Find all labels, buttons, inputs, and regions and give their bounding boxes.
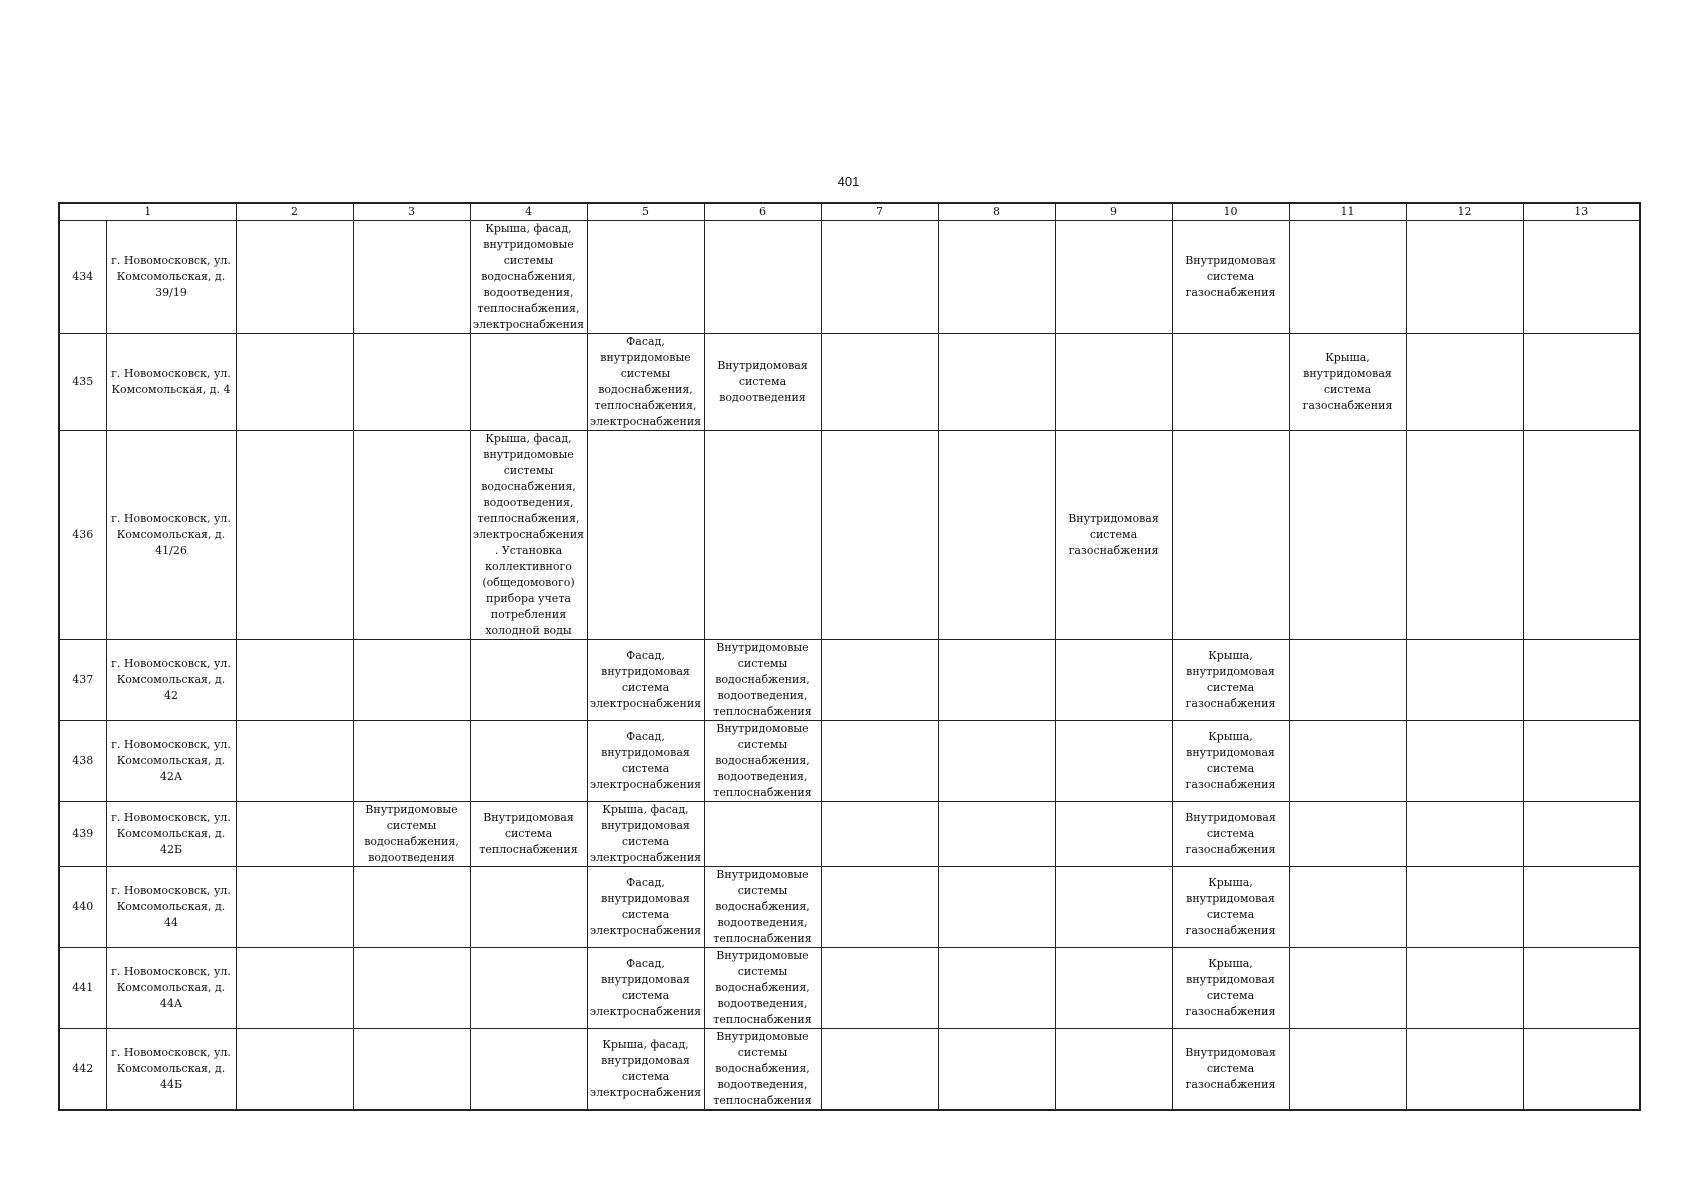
work-cell-col-7 <box>821 221 938 334</box>
work-cell-col-4 <box>470 334 587 431</box>
row-number: 440 <box>59 867 106 948</box>
page-number: 401 <box>837 174 860 189</box>
table-row <box>59 640 1640 721</box>
work-cell-col-12 <box>1406 1029 1523 1111</box>
work-cell-col-8 <box>938 431 1055 640</box>
row-number: 434 <box>59 221 106 334</box>
column-header-10: 10 <box>1172 203 1289 221</box>
work-cell-col-5: Фасад, внутридомовая система электроснабжения <box>587 721 704 802</box>
work-cell-col-3: Внутридомовые системы водоснабжения, водоотведения <box>353 802 470 867</box>
work-cell-col-6 <box>704 221 821 334</box>
table-row <box>59 867 1640 948</box>
table-row <box>59 221 1640 334</box>
column-header-5: 5 <box>587 203 704 221</box>
work-cell-col-5: Фасад, внутридомовая система электроснабжения <box>587 948 704 1029</box>
work-cell-col-12 <box>1406 867 1523 948</box>
work-cell-col-5 <box>587 221 704 334</box>
work-cell-col-2 <box>236 948 353 1029</box>
table-body <box>59 221 1640 1111</box>
work-cell-col-12 <box>1406 640 1523 721</box>
work-cell-col-13 <box>1523 1029 1640 1111</box>
work-cell-col-10: Крыша, внутридомовая система газоснабжения <box>1172 948 1289 1029</box>
address-cell: г. Новомосковск, ул. Комсомольская, д. 42 <box>106 640 236 721</box>
work-cell-col-10 <box>1172 334 1289 431</box>
work-cell-col-8 <box>938 721 1055 802</box>
work-cell-col-12 <box>1406 721 1523 802</box>
work-cell-col-13 <box>1523 221 1640 334</box>
work-cell-col-8 <box>938 802 1055 867</box>
address-cell: г. Новомосковск, ул. Комсомольская, д. 44Б <box>106 1029 236 1111</box>
work-cell-col-4: Крыша, фасад, внутридомовые системы водоснабжения, водоотведения, теплоснабжения, электроснабжения. Установка коллективного (общедомового) прибора учета потребления холодной воды <box>470 431 587 640</box>
work-cell-col-13 <box>1523 802 1640 867</box>
work-cell-col-3 <box>353 867 470 948</box>
work-cell-col-4: Внутридомовая система теплоснабжения <box>470 802 587 867</box>
column-header-7: 7 <box>821 203 938 221</box>
work-cell-col-6: Внутридомовые системы водоснабжения, водоотведения, теплоснабжения <box>704 1029 821 1111</box>
work-cell-col-9 <box>1055 334 1172 431</box>
work-cell-col-13 <box>1523 721 1640 802</box>
work-cell-col-8 <box>938 867 1055 948</box>
column-header-1: 1 <box>59 203 236 221</box>
work-cell-col-6: Внутридомовые системы водоснабжения, водоотведения, теплоснабжения <box>704 721 821 802</box>
row-number: 441 <box>59 948 106 1029</box>
column-header-11: 11 <box>1289 203 1406 221</box>
work-cell-col-5: Крыша, фасад, внутридомовая система электроснабжения <box>587 802 704 867</box>
work-cell-col-6 <box>704 802 821 867</box>
work-cell-col-12 <box>1406 431 1523 640</box>
work-cell-col-9 <box>1055 802 1172 867</box>
work-cell-col-9: Внутридомовая система газоснабжения <box>1055 431 1172 640</box>
work-cell-col-9 <box>1055 867 1172 948</box>
work-cell-col-2 <box>236 1029 353 1111</box>
work-cell-col-13 <box>1523 640 1640 721</box>
row-number: 439 <box>59 802 106 867</box>
work-cell-col-10: Крыша, внутридомовая система газоснабжения <box>1172 721 1289 802</box>
work-cell-col-7 <box>821 640 938 721</box>
work-cell-col-10 <box>1172 431 1289 640</box>
work-cell-col-13 <box>1523 948 1640 1029</box>
work-cell-col-5 <box>587 431 704 640</box>
work-cell-col-9 <box>1055 721 1172 802</box>
work-cell-col-12 <box>1406 221 1523 334</box>
work-cell-col-6: Внутридомовые системы водоснабжения, водоотведения, теплоснабжения <box>704 948 821 1029</box>
work-cell-col-6: Внутридомовая система водоотведения <box>704 334 821 431</box>
work-cell-col-12 <box>1406 802 1523 867</box>
column-header-3: 3 <box>353 203 470 221</box>
table-row <box>59 802 1640 867</box>
work-cell-col-3 <box>353 334 470 431</box>
address-cell: г. Новомосковск, ул. Комсомольская, д. 44А <box>106 948 236 1029</box>
table-row <box>59 334 1640 431</box>
work-cell-col-10: Внутридомовая система газоснабжения <box>1172 1029 1289 1111</box>
work-cell-col-7 <box>821 948 938 1029</box>
work-cell-col-2 <box>236 431 353 640</box>
column-header-6: 6 <box>704 203 821 221</box>
work-cell-col-5: Крыша, фасад, внутридомовая система электроснабжения <box>587 1029 704 1111</box>
work-cell-col-7 <box>821 431 938 640</box>
column-header-4: 4 <box>470 203 587 221</box>
row-number: 436 <box>59 431 106 640</box>
work-cell-col-6: Внутридомовые системы водоснабжения, водоотведения, теплоснабжения <box>704 867 821 948</box>
work-cell-col-4 <box>470 867 587 948</box>
work-cell-col-11 <box>1289 1029 1406 1111</box>
column-header-9: 9 <box>1055 203 1172 221</box>
row-number: 437 <box>59 640 106 721</box>
work-cell-col-5: Фасад, внутридомовые системы водоснабжения, теплоснабжения, электроснабжения <box>587 334 704 431</box>
address-cell: г. Новомосковск, ул. Комсомольская, д. 42Б <box>106 802 236 867</box>
work-cell-col-2 <box>236 221 353 334</box>
work-cell-col-3 <box>353 948 470 1029</box>
work-cell-col-11 <box>1289 221 1406 334</box>
work-cell-col-3 <box>353 1029 470 1111</box>
address-cell: г. Новомосковск, ул. Комсомольская, д. 44 <box>106 867 236 948</box>
column-header-8: 8 <box>938 203 1055 221</box>
work-cell-col-12 <box>1406 334 1523 431</box>
table-header <box>59 203 1640 221</box>
table-row <box>59 948 1640 1029</box>
work-cell-col-7 <box>821 867 938 948</box>
work-cell-col-11 <box>1289 721 1406 802</box>
work-cell-col-11 <box>1289 431 1406 640</box>
work-cell-col-6: Внутридомовые системы водоснабжения, водоотведения, теплоснабжения <box>704 640 821 721</box>
work-cell-col-13 <box>1523 334 1640 431</box>
work-cell-col-5: Фасад, внутридомовая система электроснабжения <box>587 640 704 721</box>
work-cell-col-2 <box>236 867 353 948</box>
work-cell-col-8 <box>938 640 1055 721</box>
work-cell-col-9 <box>1055 948 1172 1029</box>
work-cell-col-8 <box>938 948 1055 1029</box>
work-cell-col-7 <box>821 334 938 431</box>
work-cell-col-8 <box>938 334 1055 431</box>
work-cell-col-5: Фасад, внутридомовая система электроснабжения <box>587 867 704 948</box>
work-cell-col-9 <box>1055 221 1172 334</box>
work-cell-col-8 <box>938 1029 1055 1111</box>
work-cell-col-10: Крыша, внутридомовая система газоснабжения <box>1172 640 1289 721</box>
work-cell-col-7 <box>821 721 938 802</box>
work-cell-col-2 <box>236 640 353 721</box>
work-cell-col-7 <box>821 1029 938 1111</box>
work-cell-col-11 <box>1289 948 1406 1029</box>
work-cell-col-4 <box>470 948 587 1029</box>
work-cell-col-11: Крыша, внутридомовая система газоснабжения <box>1289 334 1406 431</box>
table-row <box>59 431 1640 640</box>
row-number: 435 <box>59 334 106 431</box>
work-cell-col-11 <box>1289 640 1406 721</box>
work-cell-col-13 <box>1523 867 1640 948</box>
row-number: 442 <box>59 1029 106 1111</box>
work-cell-col-3 <box>353 721 470 802</box>
work-cell-col-2 <box>236 802 353 867</box>
work-cell-col-10: Внутридомовая система газоснабжения <box>1172 221 1289 334</box>
work-cell-col-2 <box>236 721 353 802</box>
work-cell-col-4: Крыша, фасад, внутридомовые системы водоснабжения, водоотведения, теплоснабжения, электроснабжения <box>470 221 587 334</box>
table-row <box>59 721 1640 802</box>
work-cell-col-2 <box>236 334 353 431</box>
work-cell-col-7 <box>821 802 938 867</box>
work-cell-col-6 <box>704 431 821 640</box>
work-cell-col-4 <box>470 640 587 721</box>
column-header-12: 12 <box>1406 203 1523 221</box>
row-number: 438 <box>59 721 106 802</box>
column-header-13: 13 <box>1523 203 1640 221</box>
address-cell: г. Новомосковск, ул. Комсомольская, д. 41/26 <box>106 431 236 640</box>
address-cell: г. Новомосковск, ул. Комсомольская, д. 4 <box>106 334 236 431</box>
capital-repair-table <box>58 202 1641 1111</box>
table-row <box>59 1029 1640 1111</box>
work-cell-col-10: Крыша, внутридомовая система газоснабжения <box>1172 867 1289 948</box>
work-cell-col-3 <box>353 640 470 721</box>
work-cell-col-10: Внутридомовая система газоснабжения <box>1172 802 1289 867</box>
work-cell-col-11 <box>1289 867 1406 948</box>
work-cell-col-8 <box>938 221 1055 334</box>
work-cell-col-9 <box>1055 1029 1172 1111</box>
column-header-2: 2 <box>236 203 353 221</box>
work-cell-col-3 <box>353 221 470 334</box>
work-cell-col-12 <box>1406 948 1523 1029</box>
work-cell-col-11 <box>1289 802 1406 867</box>
address-cell: г. Новомосковск, ул. Комсомольская, д. 42А <box>106 721 236 802</box>
header-row <box>59 203 1640 221</box>
work-cell-col-4 <box>470 721 587 802</box>
work-cell-col-3 <box>353 431 470 640</box>
work-cell-col-13 <box>1523 431 1640 640</box>
work-cell-col-4 <box>470 1029 587 1111</box>
address-cell: г. Новомосковск, ул. Комсомольская, д. 39/19 <box>106 221 236 334</box>
work-cell-col-9 <box>1055 640 1172 721</box>
